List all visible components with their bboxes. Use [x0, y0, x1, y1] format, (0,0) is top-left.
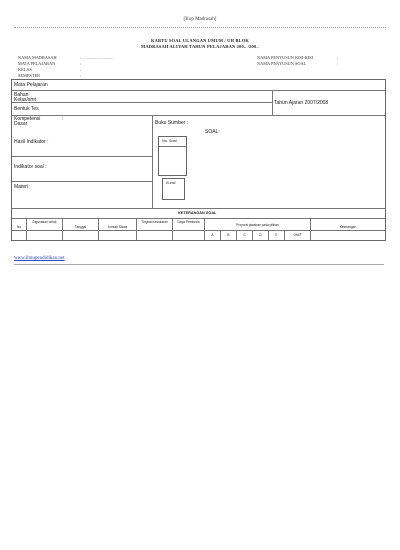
- col-tingkat-kesukaran: Tingkat Kesukaran: [141, 220, 168, 224]
- grid-line: [12, 90, 385, 91]
- col-option-b: B: [227, 233, 230, 237]
- grid-line: [152, 115, 153, 208]
- label-bentuk-tes: Bentuk Tes: [14, 106, 39, 112]
- grid-line: [62, 218, 63, 240]
- col-option-a: A: [211, 233, 214, 237]
- grid-line: [12, 218, 385, 219]
- document-subtitle: MADRASAH ALIYAH TAHUN PELAJARAN 200.. /200..: [141, 44, 259, 49]
- info-row-mapel: MATA PELAJARAN :: [18, 61, 82, 66]
- kunci-box: [162, 178, 185, 200]
- col-no: No: [16, 225, 22, 229]
- document-title: KARTU SOAL ULANGAN UMUM / UH BLOK: [151, 38, 249, 43]
- grid-line: [12, 102, 272, 103]
- grid-line: [12, 208, 385, 209]
- info-row-penyusun-kisi: NAMA PENYUSUN KISI-KISI :: [257, 55, 339, 60]
- col-option-c: C: [243, 233, 246, 237]
- tahun-ajaran: Tahun Ajaran 2007/2008: [274, 100, 329, 106]
- kop-madrasah: [Kop Madrasah]: [183, 17, 217, 22]
- col-keterangan: Keterangan: [339, 225, 357, 229]
- info-row-semester: SEMESTER :: [18, 73, 82, 78]
- info-row-madrasah: NAMA MADRASAH : .............................: [18, 55, 114, 60]
- info-right: [257, 55, 338, 67]
- label-materi: Materi :: [14, 184, 31, 190]
- col-option-d: D: [259, 233, 262, 237]
- footer-link[interactable]: www.ilmupendidikan.net: [14, 256, 65, 261]
- label-mata-pelajaran: Mata Pelajaran: [14, 82, 48, 88]
- label-dasar: Dasar: [14, 121, 28, 127]
- grid-line: [12, 156, 152, 157]
- label-bahan: Bahan: [14, 92, 29, 98]
- footer-divider: [14, 264, 384, 265]
- label-hasil-indikator: Hasil Indikator :: [14, 139, 49, 145]
- grid-line: [12, 181, 152, 182]
- grid-line: [12, 115, 385, 116]
- label-kompetensi: Kompetensi: [14, 116, 41, 122]
- col-digunakan: Digunakan untuk: [32, 220, 57, 224]
- col-option-omit: OMIT: [293, 233, 302, 237]
- info-row-kelas: KELAS :: [18, 67, 82, 72]
- grid-line: [12, 230, 385, 231]
- label-kompetensi-colon: :: [62, 116, 64, 122]
- header-divider: [14, 27, 386, 28]
- label-kunci: Kunci: [166, 181, 176, 185]
- grid-line: [310, 218, 311, 240]
- info-left: [18, 55, 113, 79]
- grid-line: [272, 90, 273, 115]
- col-daya-pembeda: Daya Pembeda: [177, 220, 200, 224]
- keterangan-soal-heading: KETERANGAN SOAL: [178, 211, 217, 215]
- label-indikator-soal: Indikator soal :: [14, 164, 47, 170]
- grid-line: [98, 218, 99, 240]
- col-jumlah-siswa: Jumlah Siswa: [107, 225, 128, 229]
- label-kelas-smt: Kelas/smt: [14, 97, 36, 103]
- label-no-soal: No. Soal: [162, 139, 177, 143]
- grid-line: [159, 146, 186, 147]
- info-row-penyusun-soal: NAMA PENYUSUN SOAL :: [257, 61, 339, 66]
- col-option-e: E: [275, 233, 278, 237]
- col-proporsi: Proporsi jawaban pada pilihan: [236, 223, 279, 227]
- label-soal: SOAL:: [205, 129, 220, 135]
- col-tanggal: Tanggal: [74, 225, 87, 229]
- no-soal-box: [158, 136, 187, 176]
- question-card-form: [11, 79, 386, 241]
- label-buku-sumber: Buku Sumber :: [155, 120, 189, 126]
